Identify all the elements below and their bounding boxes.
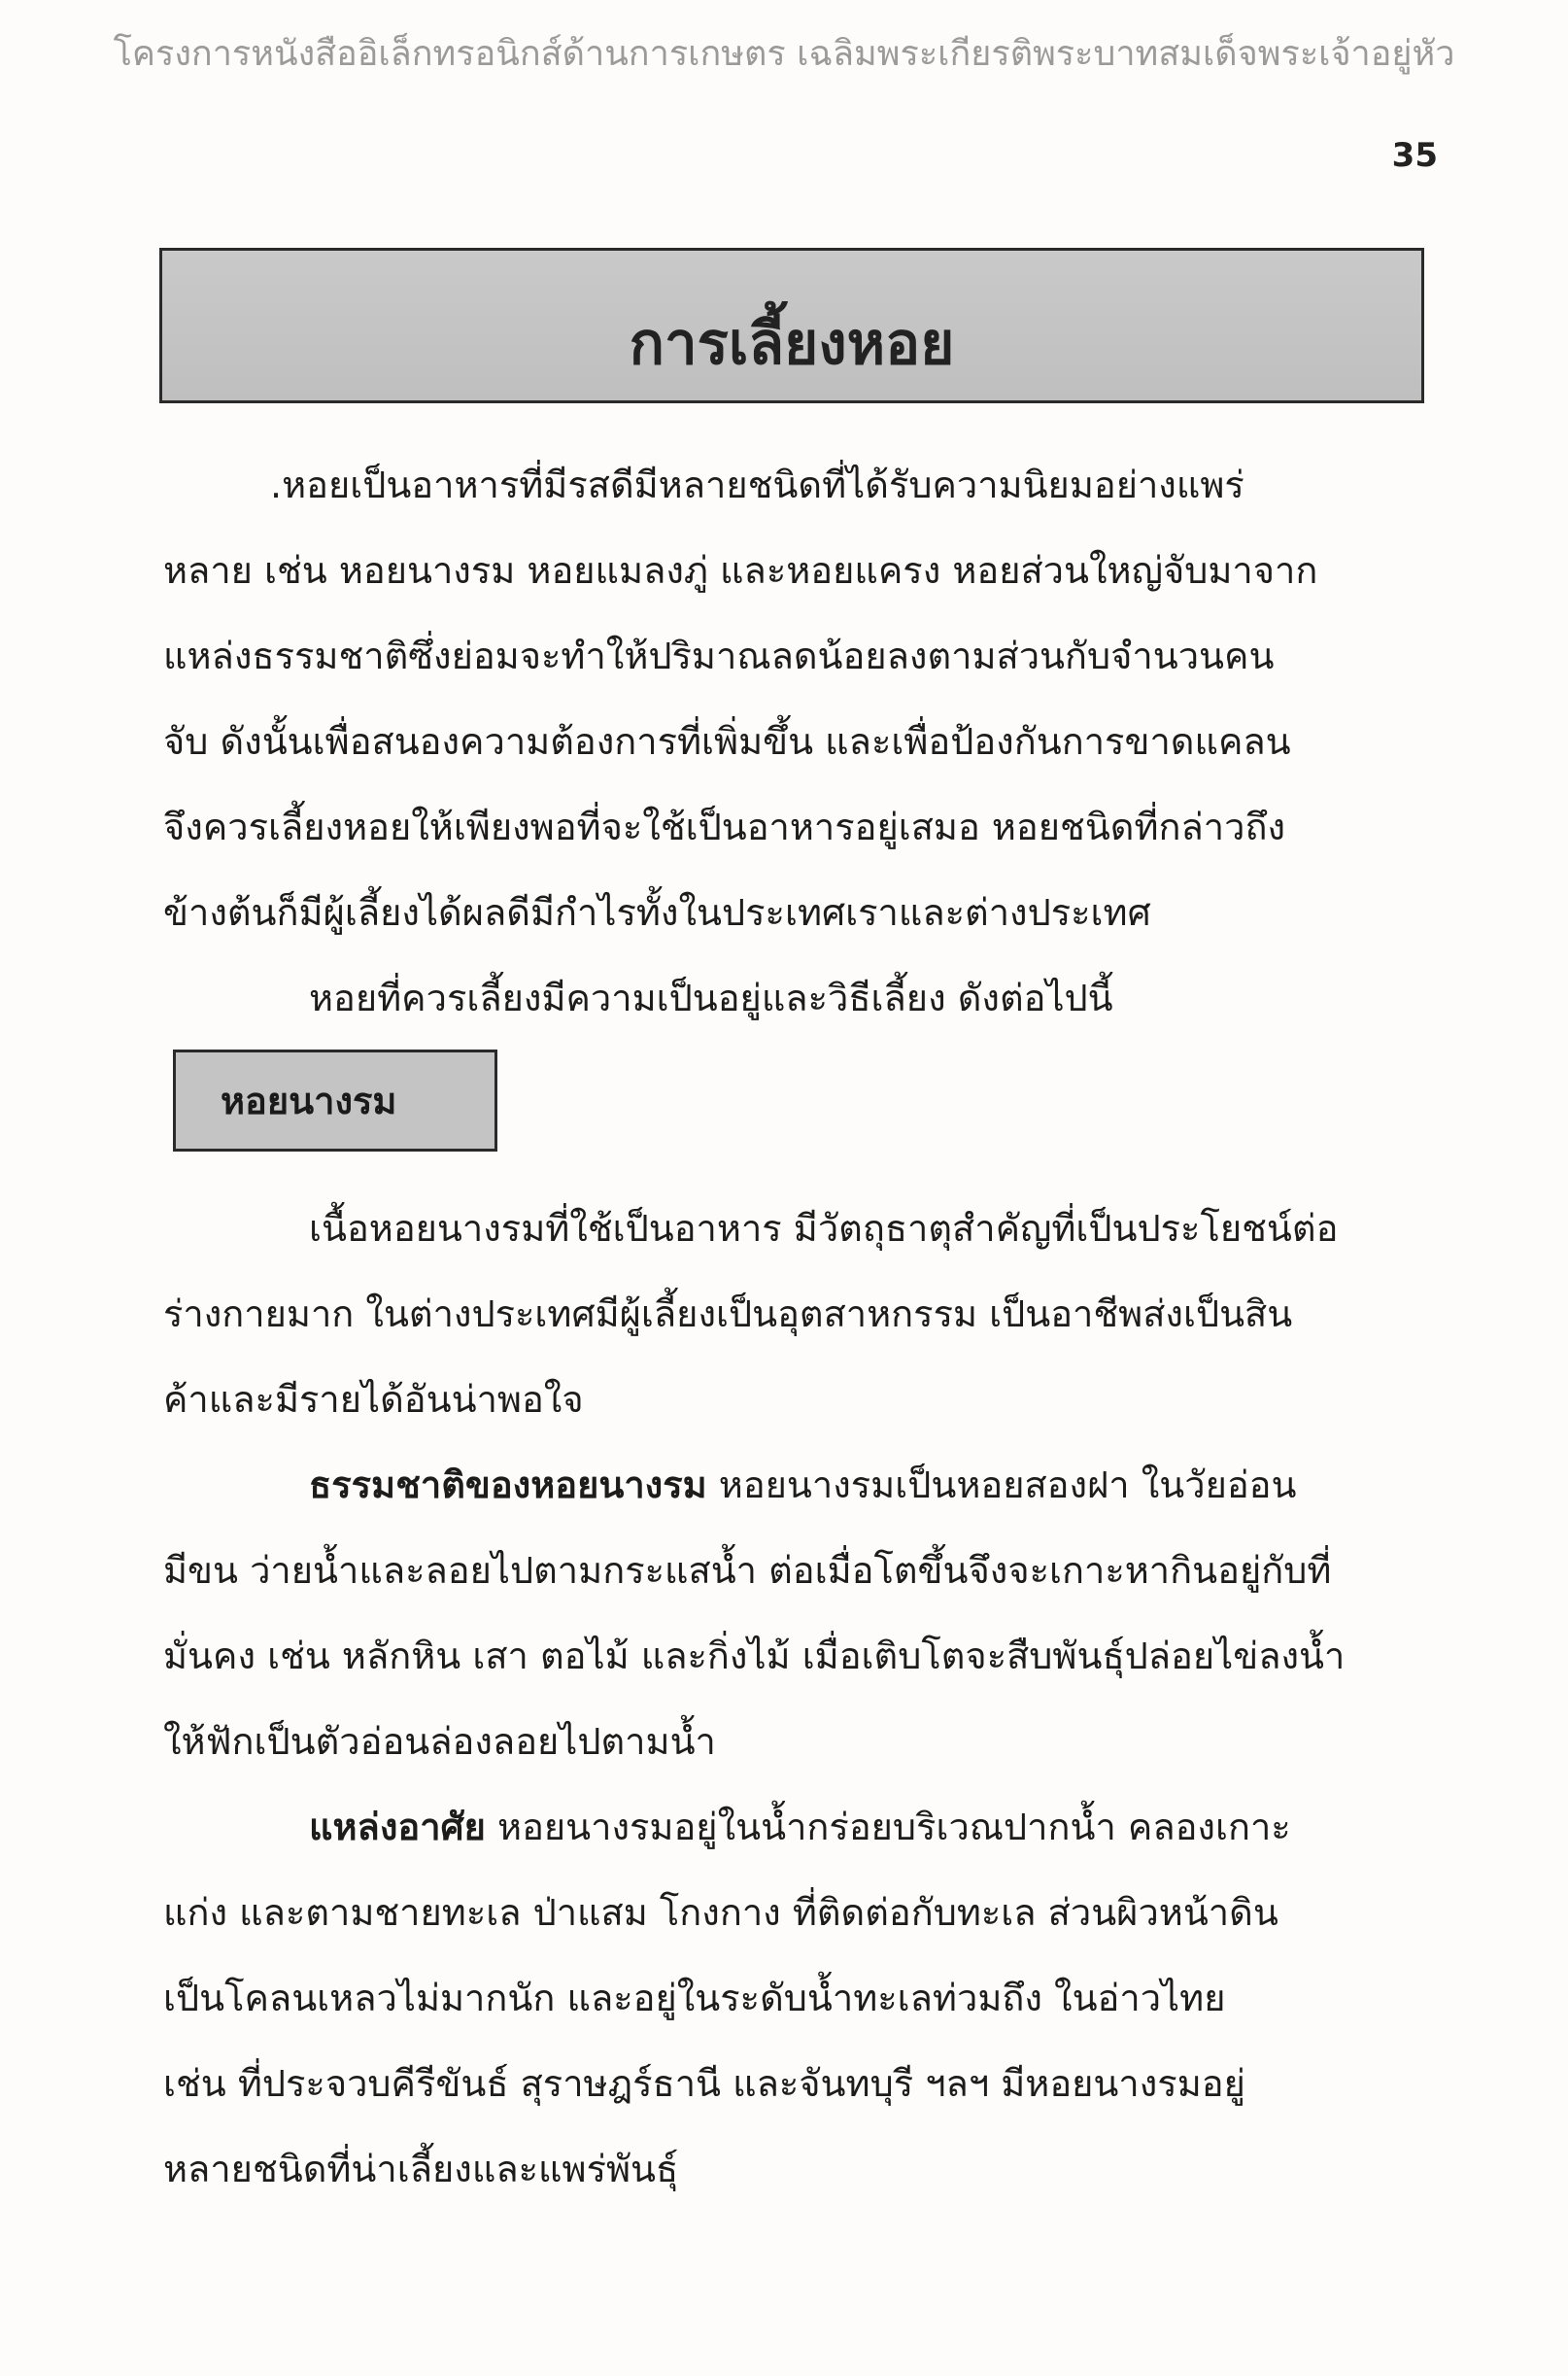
habitat-line: แก่ง และตามชายทะเล ป่าแสม โกงกาง ที่ติดต่อกับทะเล ส่วนผิวหน้าดิน: [163, 1891, 1278, 1934]
nature-label: ธรรมชาติของหอยนางรม: [309, 1463, 707, 1506]
intro-line: จึงควรเลี้ยงหอยให้เพียงพอที่จะใช้เป็นอาหารอยู่เสมอ หอยชนิดที่กล่าวถึง: [163, 806, 1286, 848]
page-header: โครงการหนังสืออิเล็กทรอนิกส์ด้านการเกษตร เฉลิมพระเกียรติพระบาทสมเด็จพระเจ้าอยู่หัว: [113, 34, 1455, 74]
intro-line: ข้างต้นก็มีผู้เลี้ยงได้ผลดีมีกำไรทั้งในประเทศเราและต่างประเทศ: [163, 891, 1151, 934]
habitat-line: หลายชนิดที่น่าเลี้ยงและแพร่พันธุ์: [163, 2148, 679, 2190]
chapter-title: การเลี้ยงหอย: [629, 309, 955, 378]
oyster-intro-line: เนื้อหอยนางรมที่ใช้เป็นอาหาร มีวัตถุธาตุสำคัญที่เป็นประโยชน์ต่อ: [309, 1207, 1339, 1250]
chapter-title-box: [159, 248, 1424, 403]
habitat-line: เช่น ที่ประจวบคีรีขันธ์ สุราษฎร์ธานี และจันทบุรี ฯลฯ มีหอยนางรมอยู่: [163, 2062, 1245, 2105]
intro-line: หลาย เช่น หอยนางรม หอยแมลงภู่ และหอยแครง หอยส่วนใหญ่จับมาจาก: [163, 549, 1318, 592]
nature-first-line-text: หอยนางรมเป็นหอยสองฝา ในวัยอ่อน: [706, 1463, 1297, 1506]
habitat-label: แหล่งอาศัย: [309, 1806, 486, 1848]
habitat-paragraph: [163, 1784, 1436, 2212]
nature-paragraph: [163, 1442, 1436, 1784]
nature-first-line: [163, 1442, 1436, 1528]
habitat-first-line-text: หอยนางรมอยู่ในน้ำกร่อยบริเวณปากน้ำ คลองเกาะ: [485, 1806, 1291, 1848]
section-heading-box: [173, 1050, 497, 1152]
intro-paragraph: [163, 442, 1436, 1041]
section-heading: หอยนางรม: [221, 1079, 397, 1122]
oyster-intro-paragraph: [163, 1186, 1436, 1442]
intro-line: .หอยเป็นอาหารที่มีรสดีมีหลายชนิดที่ได้รับความนิยมอย่างแพร่: [270, 464, 1244, 506]
nature-line: ให้ฟักเป็นตัวอ่อนล่องลอยไปตามน้ำ: [163, 1720, 716, 1763]
habitat-line: เป็นโคลนเหลวไม่มากนัก และอยู่ในระดับน้ำทะเลท่วมถึง ในอ่าวไทย: [163, 1977, 1226, 2019]
nature-line: มั่นคง เช่น หลักหิน เสา ตอไม้ และกิ่งไม้ เมื่อเติบโตจะสืบพันธุ์ปล่อยไข่ลงน้ำ: [163, 1635, 1346, 1677]
intro-line: แหล่งธรรมชาติซึ่งย่อมจะทำให้ปริมาณลดน้อยลงตามส่วนกับจำนวนคน: [163, 635, 1275, 677]
nature-line: มีขน ว่ายน้ำและลอยไปตามกระแสน้ำ ต่อเมื่อโตขึ้นจึงจะเกาะหากินอยู่กับที่: [163, 1549, 1332, 1592]
intro-line: จับ ดังนั้นเพื่อสนองความต้องการที่เพิ่มขึ้น และเพื่อป้องกันการขาดแคลน: [163, 720, 1291, 763]
page-number: 35: [1391, 136, 1438, 175]
intro-closing: หอยที่ควรเลี้ยงมีความเป็นอยู่และวิธีเลี้ยง ดังต่อไปนี้: [309, 977, 1113, 1019]
habitat-first-line: [163, 1784, 1436, 1870]
oyster-intro-line: ร่างกายมาก ในต่างประเทศมีผู้เลี้ยงเป็นอุตสาหกรรม เป็นอาชีพส่งเป็นสิน: [163, 1292, 1293, 1335]
oyster-intro-line: ค้าและมีรายได้อันน่าพอใจ: [163, 1378, 584, 1421]
